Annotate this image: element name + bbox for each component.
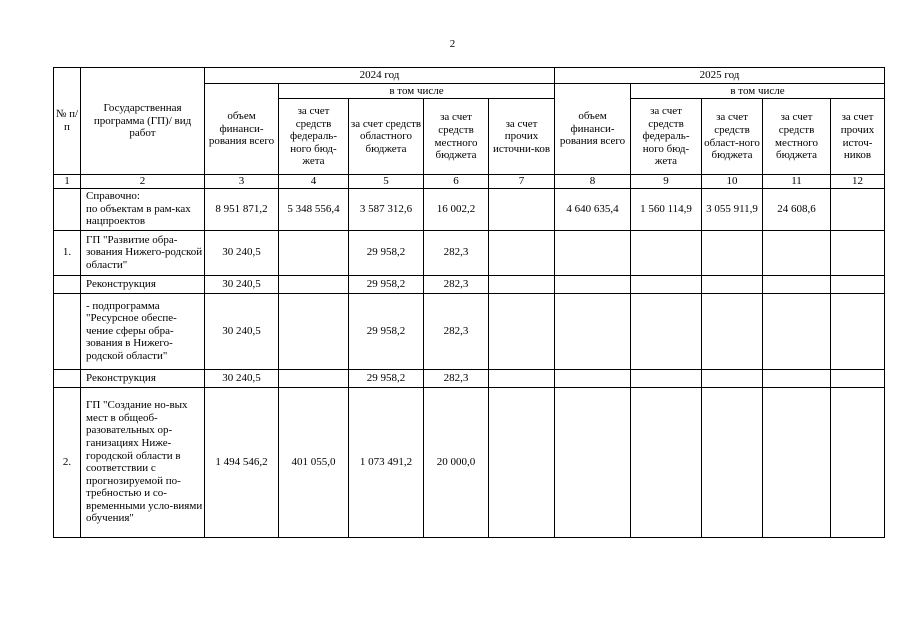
column-number: 7: [489, 175, 555, 189]
program-name: Справочно: по объектам в рам-ках нацпроектов: [81, 188, 205, 230]
value-cell: [631, 293, 702, 369]
value-cell: 8 951 871,2: [205, 188, 279, 230]
value-cell: 3 587 312,6: [349, 188, 424, 230]
table-row: [54, 387, 885, 537]
header-fed-2024: за счет средств федераль-ного бюд-жета: [279, 99, 349, 175]
value-cell: [631, 369, 702, 387]
column-number: 2: [81, 175, 205, 189]
header-loc-2025: за счет средств местного бюджета: [763, 99, 831, 175]
header-year-2024: 2024 год: [205, 68, 555, 84]
value-cell: [555, 369, 631, 387]
value-cell: 16 002,2: [424, 188, 489, 230]
value-cell: [555, 387, 631, 537]
value-cell: [279, 369, 349, 387]
row-number: [54, 275, 81, 293]
value-cell: 30 240,5: [205, 275, 279, 293]
value-cell: [489, 369, 555, 387]
value-cell: [279, 293, 349, 369]
value-cell: 401 055,0: [279, 387, 349, 537]
row-number: [54, 293, 81, 369]
value-cell: 29 958,2: [349, 369, 424, 387]
header-fed-2025: за счет средств федераль-ного бюд-жета: [631, 99, 702, 175]
value-cell: [279, 230, 349, 275]
value-cell: 282,3: [424, 293, 489, 369]
value-cell: [702, 293, 763, 369]
value-cell: [763, 293, 831, 369]
column-number: 9: [631, 175, 702, 189]
program-name: Реконструкция: [81, 275, 205, 293]
row-number: [54, 369, 81, 387]
value-cell: [763, 369, 831, 387]
value-cell: [631, 387, 702, 537]
value-cell: 282,3: [424, 230, 489, 275]
value-cell: [831, 230, 885, 275]
value-cell: [489, 230, 555, 275]
header-loc-2024: за счет средств местного бюджета: [424, 99, 489, 175]
page-number: 2: [449, 38, 456, 50]
table-row: [54, 275, 885, 293]
header-incl-2024: в том числе: [279, 84, 555, 99]
value-cell: 29 958,2: [349, 230, 424, 275]
column-number: 12: [831, 175, 885, 189]
value-cell: [489, 188, 555, 230]
value-cell: [555, 293, 631, 369]
value-cell: 1 560 114,9: [631, 188, 702, 230]
program-name: ГП "Развитие обра-зования Нижего-родской области": [81, 230, 205, 275]
row-number: 1.: [54, 230, 81, 275]
header-no: № п/п: [54, 68, 81, 175]
header-reg-2025: за счет средств област-ного бюджета: [702, 99, 763, 175]
header-year-2025: 2025 год: [555, 68, 885, 84]
value-cell: [763, 230, 831, 275]
program-name: ГП "Создание но-вых мест в общеоб-разовательных ор-ганизациях Ниже-городской области в соответствии с прогнозируемой по-требностью и со-временными усло-виями обучения": [81, 387, 205, 537]
header-oth-2025: за счет прочих источ-ников: [831, 99, 885, 175]
value-cell: [763, 387, 831, 537]
table-row: [54, 369, 885, 387]
value-cell: [702, 369, 763, 387]
value-cell: [631, 275, 702, 293]
table-row: [54, 230, 885, 275]
value-cell: [831, 188, 885, 230]
value-cell: 29 958,2: [349, 293, 424, 369]
value-cell: [702, 387, 763, 537]
program-name: - подпрограмма "Ресурсное обеспе-чение сферы обра-зования в Нижего-родской области": [81, 293, 205, 369]
header-program: Государственная программа (ГП)/ вид работ: [81, 68, 205, 175]
column-number: 3: [205, 175, 279, 189]
value-cell: 3 055 911,9: [702, 188, 763, 230]
value-cell: [489, 275, 555, 293]
value-cell: 1 494 546,2: [205, 387, 279, 537]
value-cell: [555, 230, 631, 275]
program-name: Реконструкция: [81, 369, 205, 387]
column-number: 4: [279, 175, 349, 189]
value-cell: [702, 275, 763, 293]
value-cell: 282,3: [424, 369, 489, 387]
value-cell: [831, 293, 885, 369]
value-cell: [763, 275, 831, 293]
value-cell: [831, 369, 885, 387]
value-cell: 30 240,5: [205, 293, 279, 369]
value-cell: 20 000,0: [424, 387, 489, 537]
table-row: [54, 293, 885, 369]
row-number: 2.: [54, 387, 81, 537]
header-total-2025: объем финанси-рования всего: [555, 84, 631, 175]
value-cell: 4 640 635,4: [555, 188, 631, 230]
column-number: 11: [763, 175, 831, 189]
header-reg-2024: за счет средств областного бюджета: [349, 99, 424, 175]
column-number: 6: [424, 175, 489, 189]
row-number: [54, 188, 81, 230]
financing-table: [53, 67, 885, 538]
value-cell: 24 608,6: [763, 188, 831, 230]
value-cell: [831, 275, 885, 293]
column-number: 5: [349, 175, 424, 189]
value-cell: [631, 230, 702, 275]
value-cell: 282,3: [424, 275, 489, 293]
value-cell: 30 240,5: [205, 230, 279, 275]
column-number-row: [54, 175, 885, 189]
column-number: 8: [555, 175, 631, 189]
value-cell: 1 073 491,2: [349, 387, 424, 537]
column-number: 1: [54, 175, 81, 189]
table-row: [54, 188, 885, 230]
value-cell: [702, 230, 763, 275]
header-incl-2025: в том числе: [631, 84, 885, 99]
header-total-2024: объем финанси-рования всего: [205, 84, 279, 175]
value-cell: [831, 387, 885, 537]
value-cell: [489, 387, 555, 537]
value-cell: 29 958,2: [349, 275, 424, 293]
value-cell: [555, 275, 631, 293]
value-cell: [279, 275, 349, 293]
value-cell: 5 348 556,4: [279, 188, 349, 230]
value-cell: 30 240,5: [205, 369, 279, 387]
column-number: 10: [702, 175, 763, 189]
value-cell: [489, 293, 555, 369]
header-oth-2024: за счет прочих источни-ков: [489, 99, 555, 175]
